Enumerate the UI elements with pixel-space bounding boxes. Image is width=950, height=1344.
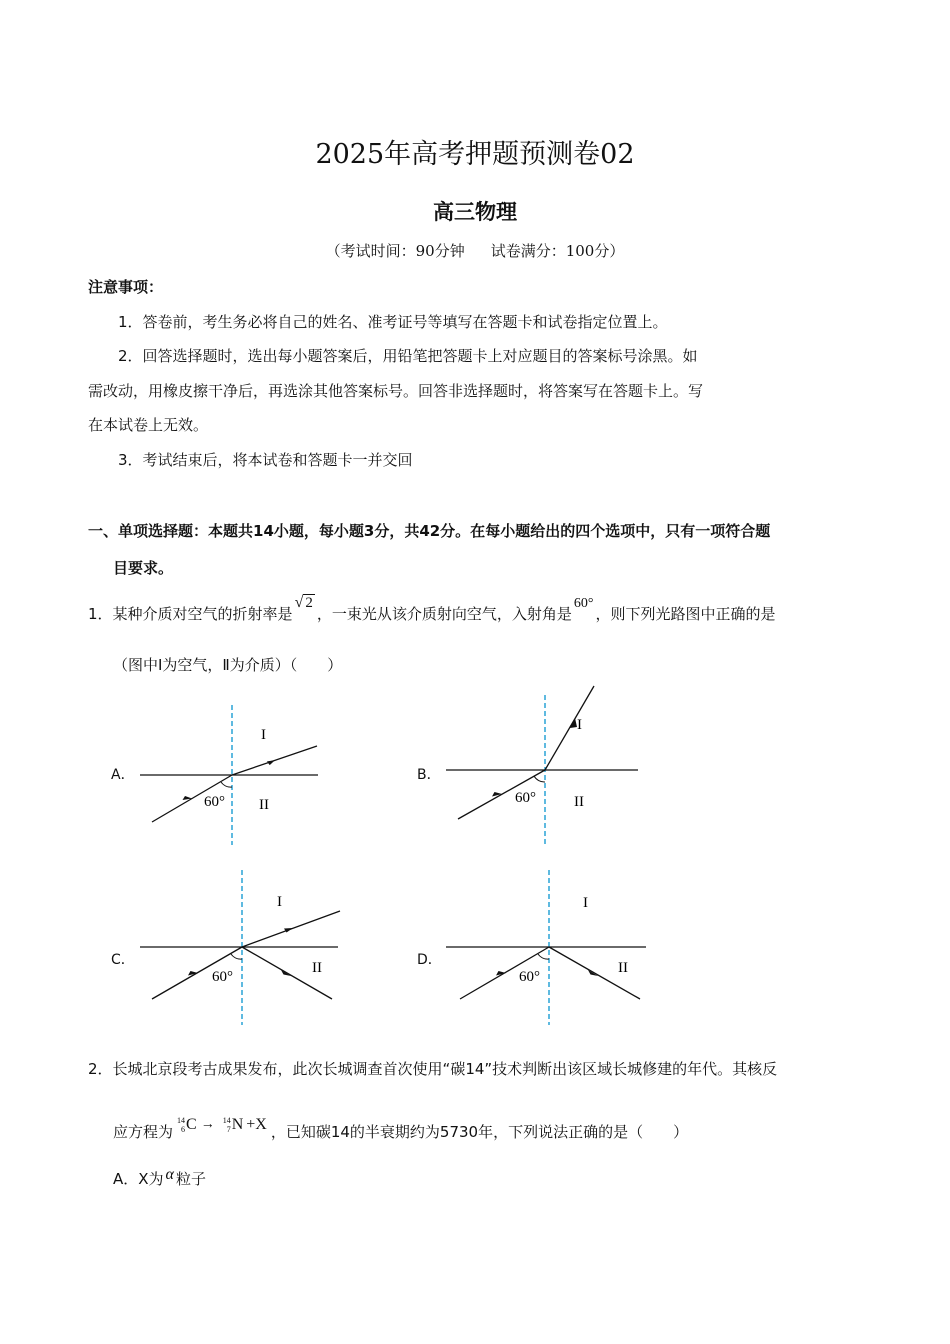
medium-top-label: I xyxy=(577,717,582,733)
question-1-stem xyxy=(88,594,776,624)
reaction-arrow-icon: → xyxy=(200,1117,215,1132)
notice-item-1: 1．答卷前，考生务必将自己的姓名、准考证号等填写在答题卡和试卷指定位置上。 xyxy=(118,313,668,331)
section-heading-line-2: 目要求。 xyxy=(113,559,174,577)
medium-top-label: I xyxy=(261,727,266,743)
question-text: 某种介质对空气的折射率是 xyxy=(112,605,293,623)
option-a-label: A． xyxy=(111,767,135,783)
carbon-atomic-number: 6 xyxy=(181,1125,186,1134)
angle-arc xyxy=(534,776,545,782)
refracted-arrow-icon xyxy=(267,760,275,765)
angle-label: 60° xyxy=(204,794,225,810)
diagram-c xyxy=(130,865,345,1030)
option-b-label: B． xyxy=(417,767,441,783)
notice-item-2-line-1: 2．回答选择题时，选出每小题答案后，用铅笔把答题卡上对应题目的答案标号涂黑。如 xyxy=(118,347,698,365)
exam-info xyxy=(0,240,950,261)
angle-arc xyxy=(538,954,549,959)
medium-bottom-label: II xyxy=(312,960,322,976)
notice-heading: 注意事项： xyxy=(88,278,164,296)
sqrt-value: 2 xyxy=(305,595,313,611)
option-c-label: C． xyxy=(111,952,135,968)
product-x: +X xyxy=(246,1116,267,1133)
angle-label: 60° xyxy=(515,790,536,806)
angle-arc xyxy=(231,954,242,959)
nitrogen-atomic-number: 7 xyxy=(226,1125,231,1134)
incident-angle: 60° xyxy=(573,596,594,611)
exam-subtitle: 高三物理 xyxy=(433,200,517,224)
notice-item-2-line-2: 需改动，用橡皮擦干净后，再选涂其他答案标号。回答非选择题时，将答案写在答题卡上。写 xyxy=(88,382,704,400)
question-text: ，一束光从该介质射向空气，入射角是 xyxy=(316,605,572,623)
question-text: ，已知碳14的半衰期约为5730年，下列说法正确的是（ ） xyxy=(270,1123,689,1141)
question-2-option-a xyxy=(113,1168,206,1189)
exam-title: 2025年高考押题预测卷02 xyxy=(315,139,635,170)
question-1-note: （图中Ⅰ为空气，Ⅱ为介质）（ ） xyxy=(113,656,343,674)
medium-bottom-label: II xyxy=(259,797,269,813)
question-2-stem-line-1 xyxy=(88,1058,777,1079)
exam-time: （考试时间：90分钟 xyxy=(325,242,465,260)
carbon-mass-number: 14 xyxy=(177,1116,186,1125)
incident-arrow-icon xyxy=(492,792,502,797)
refracted-arrow-icon xyxy=(284,928,293,933)
nitrogen-symbol: N xyxy=(231,1116,244,1133)
option-text: 粒子 xyxy=(175,1170,206,1188)
medium-top-label: I xyxy=(277,894,282,910)
alpha-symbol: α xyxy=(165,1166,174,1183)
notice-item-3: 3．考试结束后，将本试卷和答题卡一并交回 xyxy=(118,451,413,469)
question-text: ，则下列光路图中正确的是 xyxy=(595,605,776,623)
medium-bottom-label: II xyxy=(618,960,628,976)
option-text: A．X为 xyxy=(113,1170,164,1188)
diagram-d xyxy=(436,865,651,1030)
question-number: 1． xyxy=(88,605,113,623)
question-2-stem-line-2 xyxy=(113,1116,689,1148)
full-score: 试卷满分：100分） xyxy=(490,242,625,260)
angle-label: 60° xyxy=(212,969,233,985)
diagram-b xyxy=(436,680,646,850)
sqrt-expression: √ 2 xyxy=(294,594,313,611)
refracted-arrow-icon xyxy=(570,718,577,728)
reflected-arrow-icon xyxy=(588,970,598,976)
medium-bottom-label: II xyxy=(574,794,584,810)
notice-item-2-line-3: 在本试卷上无效。 xyxy=(88,416,209,434)
medium-top-label: I xyxy=(583,895,588,911)
option-d-label: D． xyxy=(417,952,442,968)
section-heading-line-1: 一、单项选择题：本题共14小题，每小题3分，共42分。在每小题给出的四个选项中，只有一项符合题 xyxy=(88,522,771,540)
angle-arc xyxy=(221,782,232,787)
carbon-symbol: C xyxy=(186,1116,197,1133)
question-text: 应方程为 xyxy=(113,1123,174,1141)
question-number: 2． xyxy=(88,1060,113,1078)
question-text: 长城北京段考古成果发布，此次长城调查首次使用“碳14”技术判断出该区域长城修建的年代。其核反 xyxy=(112,1060,778,1078)
refracted-ray xyxy=(545,686,594,770)
nuclear-equation xyxy=(177,1116,267,1134)
nitrogen-mass-number: 14 xyxy=(222,1116,231,1125)
diagram-a xyxy=(130,700,330,850)
angle-label: 60° xyxy=(519,969,540,985)
